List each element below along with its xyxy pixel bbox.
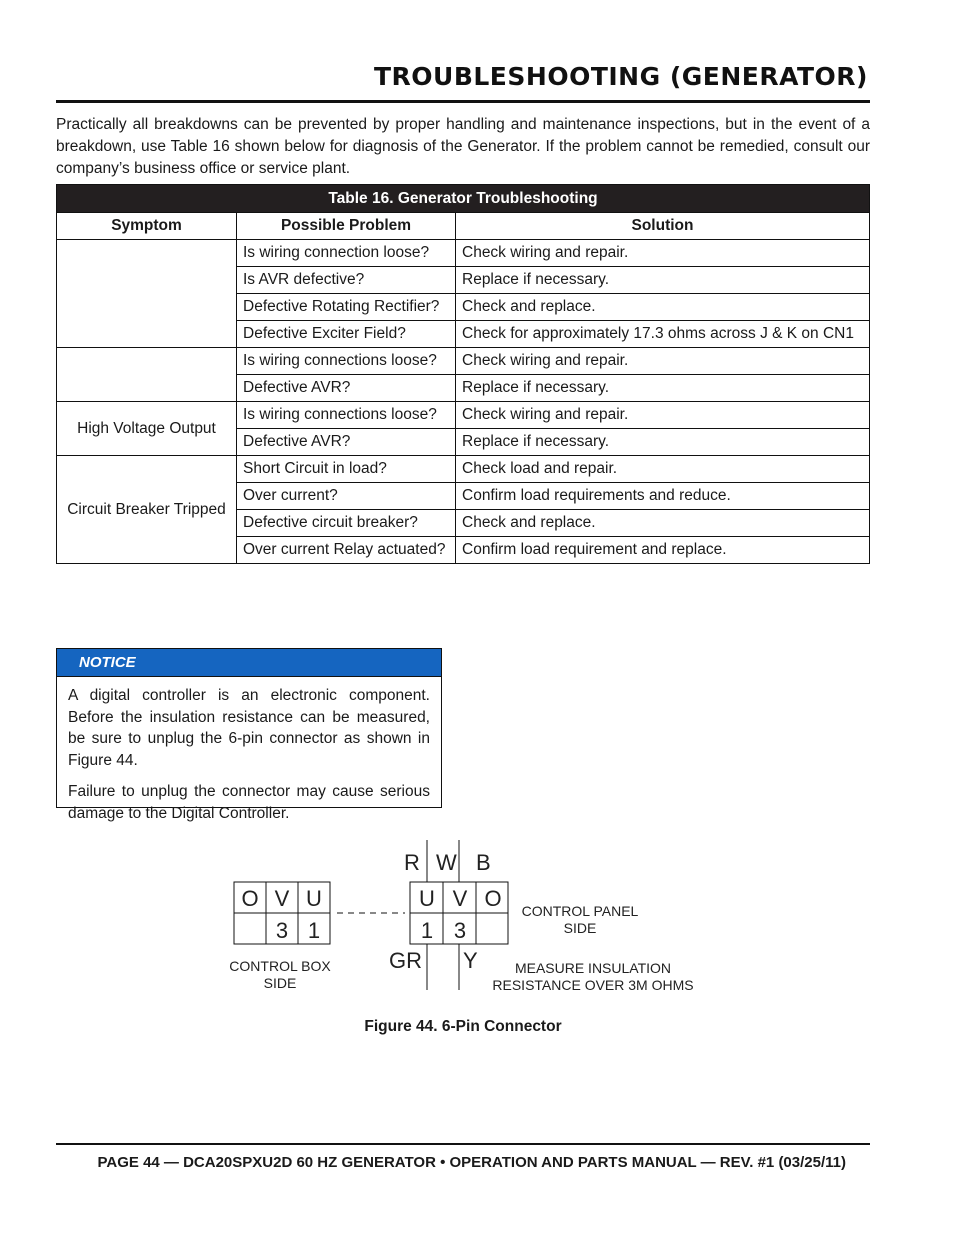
solution-cell: Confirm load requirement and replace. (456, 537, 870, 564)
wire-label: W (436, 850, 457, 875)
wire-label: B (476, 850, 491, 875)
pin-label: V (452, 886, 468, 911)
wire-label: R (404, 850, 420, 875)
pin-label: 1 (307, 918, 321, 943)
notice-box (56, 648, 442, 822)
wire-label: Y (463, 948, 478, 973)
pin-label: 3 (453, 918, 467, 943)
problem-cell: Short Circuit in load? (237, 456, 456, 483)
control-panel-connector (410, 840, 508, 990)
figure-caption: Figure 44. 6-Pin Connector (364, 1018, 562, 1035)
notice-paragraph: Failure to unplug the connector may cause serious damage to the Digital Controller. (68, 783, 430, 822)
solution-cell: Replace if necessary. (456, 429, 870, 456)
pin-label: U (306, 886, 322, 911)
control-panel-label: SIDE (563, 920, 597, 936)
column-header-problem: Possible Problem (237, 213, 456, 240)
solution-cell: Check wiring and repair. (456, 240, 870, 267)
problem-cell: Defective Exciter Field? (237, 321, 456, 348)
symptom-cell: High Voltage Output (57, 402, 237, 456)
footer-divider (56, 1143, 870, 1145)
column-header-symptom: Symptom (57, 213, 237, 240)
control-box-label: CONTROL BOX (229, 958, 331, 974)
solution-cell: Check for approximately 17.3 ohms across J & K on CN1 (456, 321, 870, 348)
solution-cell: Check and replace. (456, 294, 870, 321)
control-panel-label: CONTROL PANEL (521, 903, 639, 919)
problem-cell: Is AVR defective? (237, 267, 456, 294)
pin-label: O (241, 886, 259, 911)
notice-heading: NOTICE (57, 649, 441, 677)
problem-cell: Over current Relay actuated? (237, 537, 456, 564)
measure-label: MEASURE INSULATION (514, 960, 672, 976)
symptom-cell (57, 348, 237, 402)
symptom-cell: Circuit Breaker Tripped (57, 456, 237, 564)
solution-cell: Check wiring and repair. (456, 402, 870, 429)
table-row (57, 240, 870, 267)
table-caption: Table 16. Generator Troubleshooting (57, 185, 870, 213)
problem-cell: Is wiring connections loose? (237, 402, 456, 429)
solution-cell: Replace if necessary. (456, 375, 870, 402)
intro-paragraph: Practically all breakdowns can be prevented by proper handling and maintenance inspections, but in the event of a breakdown, use Table 16 shown below for diagnosis of the Generator. If the problem cannot be remedied, consult our company’s business office or service plant. (56, 116, 870, 177)
solution-cell: Check and replace. (456, 510, 870, 537)
problem-cell: Defective Rotating Rectifier? (237, 294, 456, 321)
column-header-solution: Solution (456, 213, 870, 240)
solution-cell: Replace if necessary. (456, 267, 870, 294)
solution-cell: Check load and repair. (456, 456, 870, 483)
connector-diagram (0, 840, 954, 1000)
problem-cell: Defective circuit breaker? (237, 510, 456, 537)
problem-cell: Over current? (237, 483, 456, 510)
measure-label: RESISTANCE OVER 3M OHMS (492, 977, 694, 993)
troubleshooting-table (56, 184, 870, 564)
pin-label: U (419, 886, 435, 911)
control-box-label: SIDE (263, 975, 297, 991)
pin-label: O (484, 886, 502, 911)
page-footer: PAGE 44 — DCA20SPXU2D 60 HZ GENERATOR • OPERATION AND PARTS MANUAL — REV. #1 (03/25/11) (97, 1154, 846, 1171)
table-row (57, 456, 870, 483)
pin-label: V (274, 886, 290, 911)
pin-label: 3 (275, 918, 289, 943)
page-title: TROUBLESHOOTING (GENERATOR) (373, 62, 868, 91)
solution-cell: Check wiring and repair. (456, 348, 870, 375)
problem-cell: Is wiring connections loose? (237, 348, 456, 375)
wire-label: GR (389, 948, 422, 973)
table-row (57, 348, 870, 375)
solution-cell: Confirm load requirements and reduce. (456, 483, 870, 510)
notice-paragraph: A digital controller is an electronic component. Before the insulation resistance can be measured, be sure to unplug the 6-pin connector as shown in Figure 44. (68, 687, 430, 769)
pin-label: 1 (420, 918, 434, 943)
problem-cell: Defective AVR? (237, 375, 456, 402)
symptom-cell (57, 240, 237, 348)
table-row (57, 402, 870, 429)
problem-cell: Defective AVR? (237, 429, 456, 456)
title-divider (56, 100, 870, 103)
problem-cell: Is wiring connection loose? (237, 240, 456, 267)
